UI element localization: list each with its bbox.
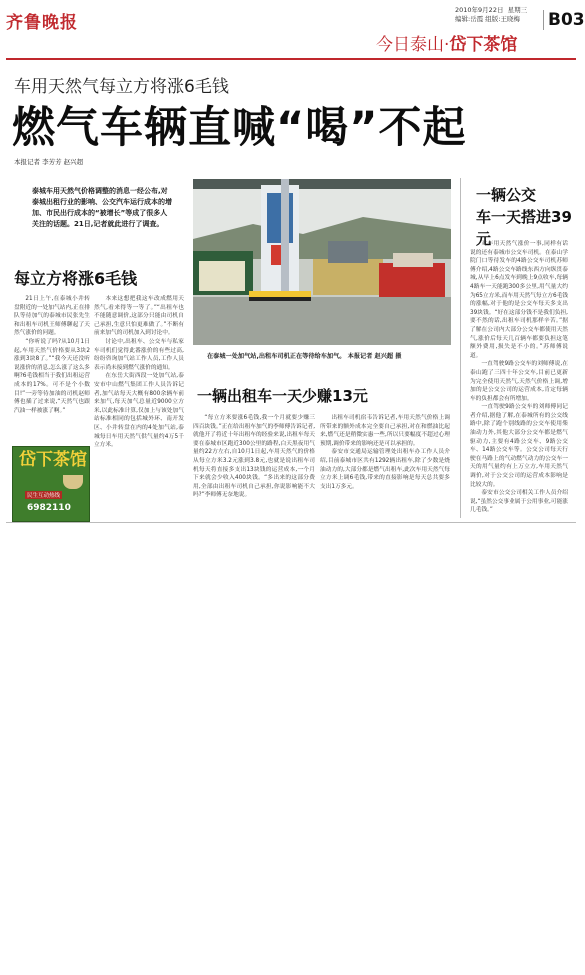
article-headline: 燃气车辆直喊“喝”不起 (12, 103, 467, 153)
ad-tag: 民生互动热线 (27, 493, 61, 499)
section-prefix: 今日泰山· (376, 35, 450, 55)
article-kicker: 车用天然气每立方将涨6毛钱 (14, 77, 229, 97)
article-lead: 泰城车用天然气价格调整的消息一经公布,对泰城出租行业的影响、公交汽车运行成本的增加、市民出行成本的“被增长”等成了很多人关注的话题。21日,记者就此进行了调查。 (32, 187, 172, 228)
paragraph: 对车用天然气涨价一事,同样有话说的还有泰城市公交车司机。在泰山学院门口等待发车的4路公交车司机苏师傅介绍,4路公交车路线东西方向纵贯泰城,从早上6点发车到晚上9点收车,每辆4路车一天能跑300多公里,用气量大约为65立方米,而车用天然气每立方6毛钱的涨幅,对于他的是公交车每天多支出39块钱。“好在这部分钱不是我们负担,要不然的话,出租车司机那样辛苦。”据了解在公司内大部分公交车都使用天然气,涨价后每天几百辆车都要负担这笔额外费用,损失是不小的。”苏师傅说道。 (470, 241, 568, 359)
ad-title: 岱下茶馆 (19, 450, 87, 470)
column-2 (94, 295, 184, 517)
header-rule (6, 58, 576, 60)
section-name: 岱下茶馆 (449, 35, 518, 55)
issue-weekday: 星期三 (507, 6, 528, 14)
issue-meta (455, 6, 527, 24)
column-5 (470, 240, 568, 520)
issue-date: 2010年9月22日 (455, 6, 504, 14)
paragraph: 本来这想把我这车改成燃用天然气,看来得等一等了。”“出租车也不能随意调价,这部分只能由司机自己承担,生意只怕更难做了。”不断有前来加气的司机加入到讨论中。 (94, 296, 184, 337)
subhead-bus-text: 一辆公交 车一天搭进39元 (476, 186, 572, 248)
gas-station-photo (193, 179, 451, 345)
column-3 (193, 414, 315, 514)
column-divider (460, 178, 461, 518)
paragraph: “你听说了吗?从10月1日起,车用天然气价格要从3块2涨到3块8了。”“我今天还没听说涨价的消息,怎么涨了这么多啊?6毛钱相当于我们出租运营成本的17%。可不是个小数目!”一旁等待加油的司机赵师傅也插了过来说,“天然气也跟汽油一样被涨了啊。” (14, 338, 90, 414)
teahouse-ad (12, 446, 90, 522)
paragraph: “每立方米要涨6毛钱,我一个月就要少赚三四百块钱。”正在给出租车加气的李师傅告诉记者,就他开了将近十年出租车的经验来说,出租车每天要在泰城市区跑近300公里的路程,白天黑夜用气量约22方左右,自10月1日起,车用天然气的价格从每立方米3.2元涨到3.8元,也就是说出租车司机每天将直接多支出13块钱的运营成本,一个月下来就会少收入400块钱。“多出来的这部分费用,全部由出租车司机自己承担,你说影响能不大吗?”李师傅无奈地说。 (193, 415, 315, 499)
ad-phone: 6982110 (27, 503, 71, 513)
page-number: B03 (543, 10, 585, 30)
paragraph: 泰安市交通局运输管理处出租车办工作人员介绍,目前泰城市区共有1292辆出租车,除了少数是烧油动力的,大部分都是燃气出租车,此次车用天然气每立方米上调6毛钱,带来的直接影响是每天总共要多支出1万多元。 (320, 449, 450, 490)
column-4 (320, 414, 450, 514)
gas-station-illustration (193, 179, 451, 345)
paragraph: 讨论中,出租车、公交车与私家车司机们觉得此番涨价的有些过高,纷纷咨询加气站工作人员,工作人员表示尚未接到燃气涨价的通知。 (94, 338, 184, 371)
section-title (376, 30, 517, 55)
subhead-price-rise: 每立方将涨6毛钱 (14, 269, 138, 288)
bottom-rule (6, 522, 576, 523)
teacup-icon (63, 475, 83, 489)
paragraph: 一直驾驶9路公交车的刘师傅同记者介绍,据他了解,在泰城所有的公交线路中,除了跑个别线路的公交车使用柴油动力外,其他大部分公交车都是燃气驱动力,主要有4路公交车、9路公交车、14路公交车等。公交公司每天行驶在马路上的气动燃气动力的公交车一天的用气量约有上万立方,车用天然气调价,对于公交公司的运营成本影响是比较大的。 (470, 404, 568, 488)
paragraph: 一直驾驶9路公交车的刘师傅说,在泰山跑了三四十年公交车,目前已更新为完全使用天然气,天然气价格上调,增加的是公交公司的运营成本,肯定每辆车的负担都会有所增加。 (470, 361, 568, 402)
photo-caption: 在泰城一处加气站,出租车司机正在等待给车加气。 本报记者 赵兴超 摄 (207, 353, 402, 360)
column-1 (14, 295, 90, 445)
paragraph: 在东岳大街西段一处加气站,泰安市中山燃气集团工作人员告诉记者,加气站每天大概有800余辆车前来加气,每天加气总量近9000立方米,以此标准计算,仅加上与该处加气站标准相同的包括城外环、南开发区、小井转盘在内的4处加气站,泰城每日车用天然气供气量约4万5千立方米。 (94, 373, 184, 449)
paragraph: 出租车司机宿韦告诉记者,车用天然气价格上调所带来的额外成本完全要自己承担,对在和燃油比起来,燃气还是稍微实惠一些,所以只要幅度不超过心理预期,调价带来的影响还是可以承担的。 (320, 415, 450, 447)
paragraph: 21日上午,在泰城小井转盘附近的一处加气站内,正在排队等待加气的泰城市民张先生和出租车司机王师傅聊起了天然气涨价的问题。 (14, 296, 90, 337)
editors-line: 编辑:岳霞 组版:王晓梅 (455, 15, 520, 23)
paragraph: 泰安市公交公司相关工作人员介绍说,“虽然公交事业属于公用事业,可能涨几毛钱。” (470, 490, 568, 514)
newspaper-logo: 齐鲁晚报 (6, 13, 78, 33)
article-byline: 本报记者 李芳芳 赵兴超 (14, 158, 84, 166)
subhead-taxi: 一辆出租车一天少赚13元 (197, 387, 368, 405)
